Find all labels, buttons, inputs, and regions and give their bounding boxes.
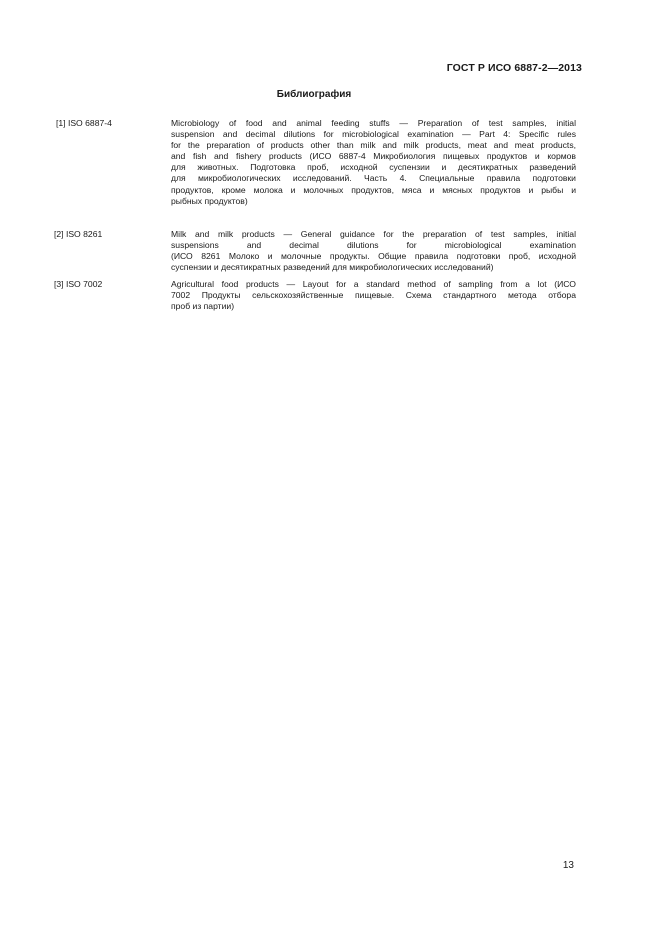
description-line: and fish and fishery products (ИСО 6887-4 Микробиология пищевых продуктов и кормов [171, 151, 576, 162]
reference-description [171, 118, 576, 207]
description-line: продуктов, кроме молока и молочных продуктов, мяса и мясных продуктов и рыбы и [171, 184, 576, 195]
reference-id: [3] ISO 7002 [54, 279, 103, 289]
description-line: Agricultural food products — Layout for a standard method of sampling from a lot (ИСО [171, 279, 576, 289]
reference-description [171, 279, 576, 312]
page-number: 13 [562, 860, 574, 871]
description-line: рыбных продуктов) [171, 195, 248, 206]
description-line: Milk and milk products — General guidance for the preparation of test samples, initial [171, 229, 576, 239]
bibliography-title: Библиография [276, 89, 352, 100]
reference-description [171, 229, 576, 273]
description-line: Microbiology of food and animal feeding stuffs — Preparation of test samples, initial [171, 118, 576, 128]
description-line: проб из партии) [171, 301, 235, 312]
reference-id: [2] ISO 8261 [54, 229, 103, 239]
description-line: suspension and decimal dilutions for microbiological examination — Part 4: Specific rules [171, 129, 576, 140]
description-line: суспензии и десятикратных разведений для микробиологических исследований) [171, 262, 494, 273]
description-line: (ИСО 8261 Молоко и молочные продукты. Общие правила подготовки проб, исходной [171, 251, 576, 262]
description-line: 7002 Продукты сельскохозяйственные пищевые. Схема стандартного метода отбора [171, 290, 576, 301]
description-line: for the preparation of products other than milk and milk products, meat and meat products, [171, 140, 576, 151]
description-line: suspensions and decimal dilutions for microbiological examination [171, 240, 576, 251]
standard-code-header: ГОСТ Р ИСО 6887-2—2013 [446, 62, 582, 74]
description-line: для животных. Подготовка проб, исходной суспензии и десятикратных разведений [171, 162, 576, 173]
description-line: для микробиологических исследований. Часть 4. Специальные правила подготовки [171, 173, 576, 184]
reference-id: [1] ISO 6887-4 [56, 118, 112, 128]
